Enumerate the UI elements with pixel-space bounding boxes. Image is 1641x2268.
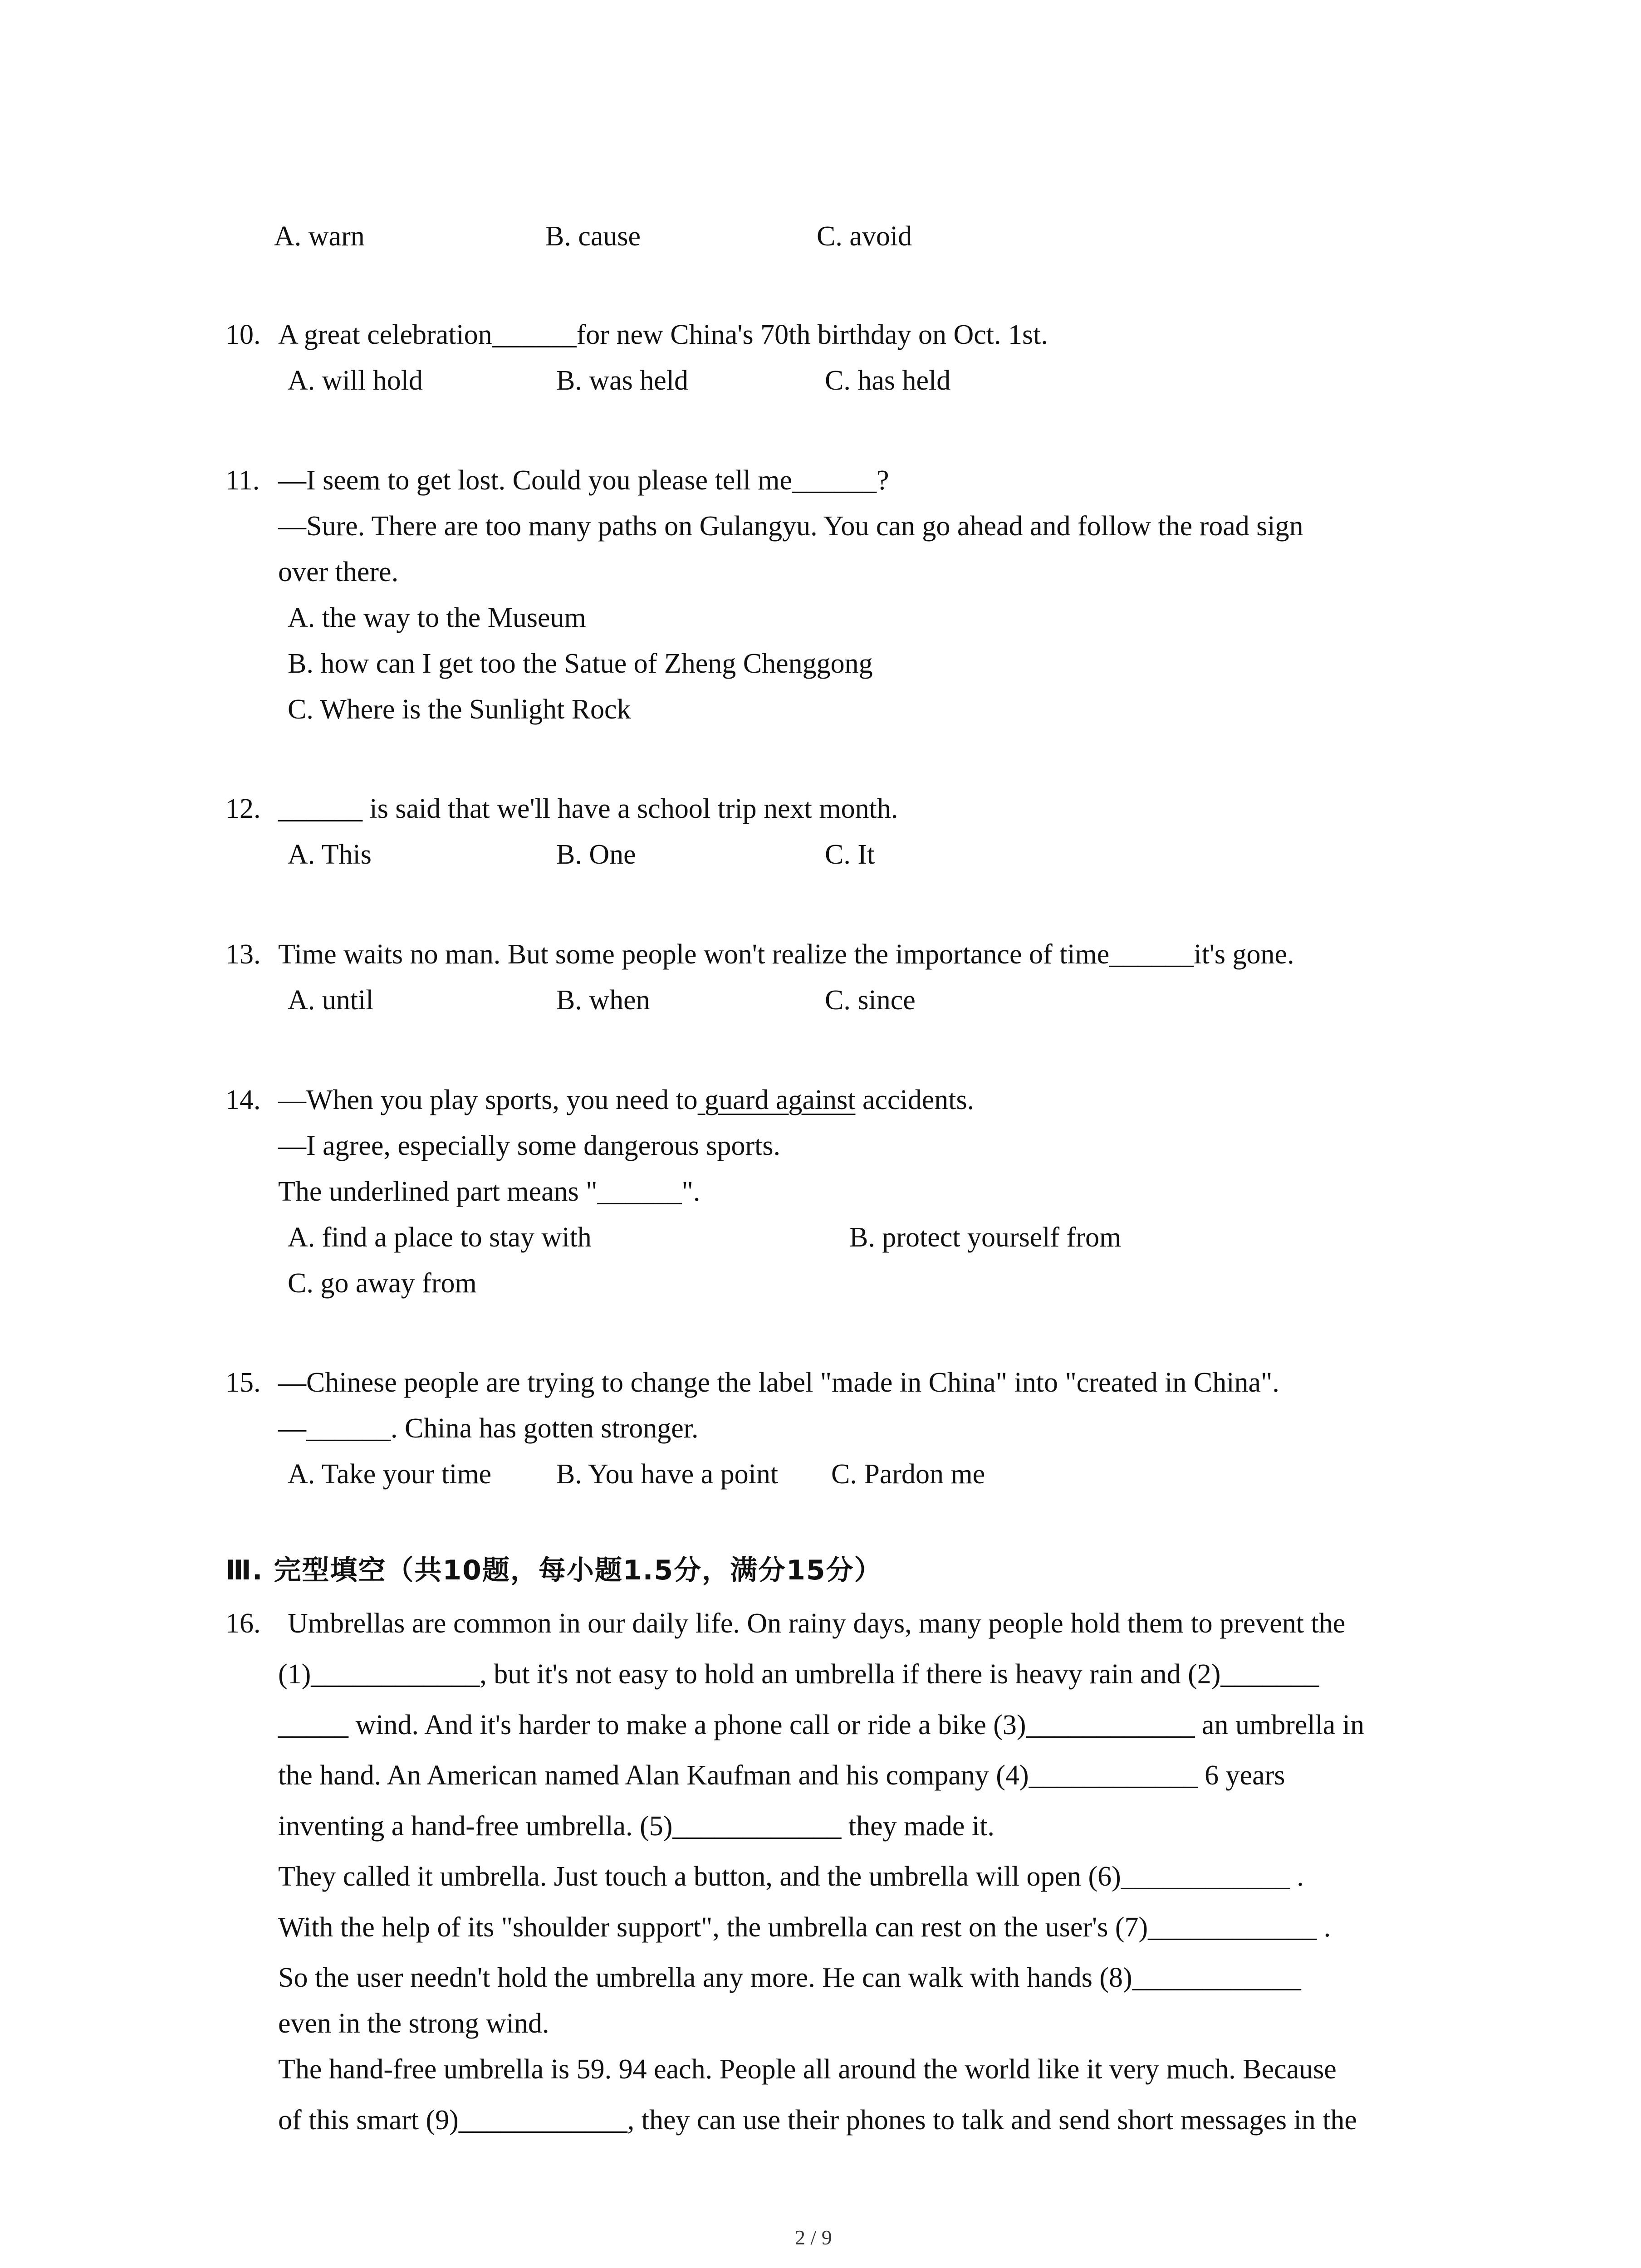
q15-line-1: —Chinese people are trying to change the label "made in China" into "created in China". (278, 1367, 1279, 1398)
q11-line-2: —Sure. There are too many paths on Gulangyu. You can go ahead and follow the road sign (278, 511, 1303, 542)
q14-number: 14. (225, 1085, 261, 1115)
q16-line-11: of this smart (9)____________, they can use their phones to talk and send short messages in the (278, 2105, 1357, 2136)
q15-option-c: C. Pardon me (831, 1459, 985, 1490)
q10-option-c: C. has held (825, 365, 951, 396)
q12-option-a: A. This (288, 839, 372, 870)
q12-option-b: B. One (556, 839, 636, 870)
q14-option-a: A. find a place to stay with (288, 1222, 592, 1253)
q14-option-c: C. go away from (288, 1268, 477, 1299)
q16-line-5: inventing a hand-free umbrella. (5)____________ they made it. (278, 1811, 994, 1842)
q14-line-1-after: accidents. (855, 1085, 975, 1115)
q11-number: 11. (225, 465, 260, 496)
q11-line-3: over there. (278, 557, 399, 587)
q16-line-8: So the user needn't hold the umbrella any more. He can walk with hands (8)____________ (278, 1962, 1301, 1993)
q9-option-b: B. cause (545, 221, 641, 252)
q9-option-c: C. avoid (817, 221, 912, 252)
section-3-title: Ⅲ. 完型填空（共10题，每小题1.5分，满分15分） (225, 1554, 882, 1586)
q10-option-b: B. was held (556, 365, 689, 396)
q15-number: 15. (225, 1367, 261, 1398)
q16-line-3: _____ wind. And it's harder to make a phone call or ride a bike (3)____________ an umbrella in (278, 1710, 1365, 1740)
q15-line-2: —______. China has gotten stronger. (278, 1413, 699, 1444)
q16-number: 16. (225, 1608, 261, 1639)
q10-stem: A great celebration______for new China's 70th birthday on Oct. 1st. (278, 319, 1048, 350)
q15-option-b: B. You have a point (556, 1459, 779, 1490)
q16-line-2: (1)____________, but it's not easy to hold an umbrella if there is heavy rain and (2)_______ (278, 1659, 1319, 1690)
q10-option-a: A. will hold (288, 365, 423, 396)
page-number: 2 / 9 (795, 2226, 832, 2249)
q13-stem: Time waits no man. But some people won't realize the importance of time______it's gone. (278, 939, 1294, 970)
q16-line-9: even in the strong wind. (278, 2008, 549, 2039)
q14-line-3: The underlined part means "______". (278, 1176, 700, 1207)
q11-option-b: B. how can I get too the Satue of Zheng Chenggong (288, 648, 873, 679)
q16-line-7: With the help of its "shoulder support", the umbrella can rest on the user's (7)____________ . (278, 1912, 1331, 1943)
q12-option-c: C. It (825, 839, 875, 870)
q13-option-b: B. when (556, 985, 650, 1016)
q13-option-c: C. since (825, 985, 916, 1016)
q13-option-a: A. until (288, 985, 374, 1016)
q11-option-a: A. the way to the Museum (288, 602, 586, 633)
q12-number: 12. (225, 793, 261, 824)
q14-line-2: —I agree, especially some dangerous sports. (278, 1130, 781, 1161)
q10-number: 10. (225, 319, 261, 350)
q16-line-4: the hand. An American named Alan Kaufman and his company (4)____________ 6 years (278, 1760, 1285, 1791)
q14-option-b: B. protect yourself from (849, 1222, 1122, 1253)
q12-stem: ______ is said that we'll have a school trip next month. (278, 793, 898, 824)
q16-line-10: The hand-free umbrella is 59. 94 each. People all around the world like it very much. Because (278, 2054, 1337, 2085)
q14-line-1-before: —When you play sports, you need to (278, 1085, 698, 1115)
q14-underlined-phrase: guard against (697, 1085, 856, 1115)
q11-line-1: —I seem to get lost. Could you please tell me______? (278, 465, 889, 496)
q13-number: 13. (225, 939, 261, 970)
q16-line-6: They called it umbrella. Just touch a button, and the umbrella will open (6)____________ . (278, 1861, 1304, 1892)
q16-line-1: Umbrellas are common in our daily life. On rainy days, many people hold them to prevent the (288, 1608, 1346, 1639)
q11-option-c: C. Where is the Sunlight Rock (288, 694, 631, 725)
q15-option-a: A. Take your time (288, 1459, 492, 1490)
q9-option-a: A. warn (274, 221, 365, 252)
q14-line-1 (278, 1086, 974, 1114)
